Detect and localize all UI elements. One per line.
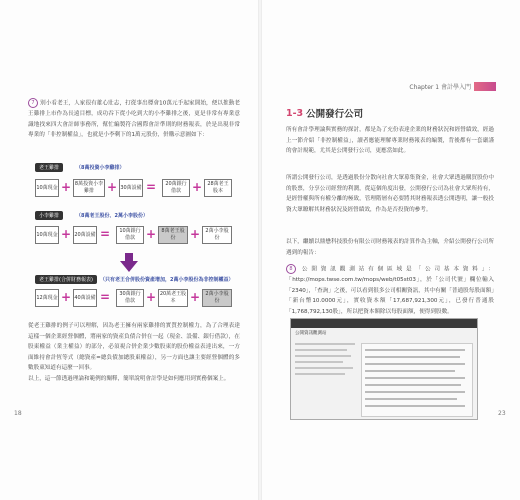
row1-box-3: 30萬設備 [119,179,143,197]
row3-box-4: 20萬老王股本 [158,289,188,307]
plus-icon: + [146,227,157,241]
row2-box-4: 8萬老王股份 [158,226,188,244]
row2-badge: 小李雞排 [35,211,63,220]
equals-icon: = [146,180,157,194]
right-paragraph-1: 所有會計學理論與實務的探討，都是為了充份表達企業的財務狀況和經營績效，經過上一節介紹「非控制權益」，讀者應能理解專業財務報表的編製，背後都有一套嚴謹的會計規範，尤其是公開發行公司，更應當如此。 [286,127,494,154]
left-page [0,0,258,500]
row2-box-3: 10萬銀行借款 [116,226,144,244]
row3-box-1: 12萬現金 [35,289,59,307]
row1-note: （8萬投資小李雞排） [76,165,125,171]
left-page-number: 18 [14,410,22,417]
plus-icon: + [61,290,72,304]
plus-icon: + [61,180,72,194]
screenshot-data-table [361,343,473,417]
row3-box-5: 2萬小李股份 [202,289,232,307]
chapter-header [409,82,496,91]
website-screenshot [290,318,478,420]
row3-box-3: 30萬銀行借款 [116,289,144,307]
row1-box-5: 28萬老王股本 [204,179,232,197]
plus-icon: + [61,227,72,241]
step-number-badge: 8 [286,264,296,274]
screenshot-header-bar [291,319,477,328]
row3-badge: 老王雞排(合併財務報表) [35,275,97,284]
row2-box-1: 10萬現金 [35,226,59,244]
row1-box-4: 20萬銀行借款 [162,179,190,197]
left-paragraph-1: 7 別小看老王，人家很有雄心壯志，打從事出標會10萬元手起家開始，便以推動老王雞排上市作為長遠目標，成功吞下從小吃到大的小李雞排之後，更是非常有專業意識地找來四大會計師事務所，幫忙編製符合國際會計準則的財務報表，於是出現非常專業的「非控制權益」，也就是小李剩下的1萬元股份，併購示意圖如下： [28,100,240,138]
row2-note: （8萬老王股份、2萬小李股份） [76,213,148,219]
screenshot-site-title: 公開資訊觀測站 [295,331,327,336]
row1-box-2: 8萬投資小李雞排 [73,179,105,197]
plus-icon: + [107,180,118,194]
row3-box-2: 40萬設備 [73,289,97,307]
row1-box-1: 10萬現金 [35,179,59,197]
plus-icon: + [146,290,157,304]
section-title: 公開發行公司 [306,109,364,120]
row2-box-2: 20萬設備 [73,226,97,244]
equals-icon: = [100,290,111,304]
section-heading [286,106,363,120]
down-arrow-icon [120,261,138,272]
section-number: 1-3 [286,107,304,119]
chapter-color-bar [474,82,496,91]
row2-box-5: 2萬小李股份 [202,226,232,244]
plus-icon: + [190,227,201,241]
right-page-number: 23 [498,410,506,417]
row1-badge: 老王雞排 [35,163,63,172]
left-paragraph-2: 從老王雞排的例子可以理解，因為老王擁有兩家雞排的實質控制權力，為了合理表達這樣一個企業經營個體，將兩家的資產負債合併在一起（現金、設備、銀行借款），在股東權益（業主權益）的部分，必須視合併企業少數股東的股份權益表達出來，一方面維持會計恆等式（總資產=總負債加總股東權益），另一方面也讓主要經營個體的多數股東知道有這麼一回事。 [28,323,240,371]
right-paragraph-2: 所謂公開發行公司，是透過股份分散向社會大眾募集資金，社會大眾透過購買股份中的股票，分享公司經營的利潤，從這個角度出發，公開發行公司為社會大眾所持有，是經營權與所有權分離的極致，管理階層有必要將其財務報表透公開透明，讓一般投資大眾瞭解其財務狀況及經營績效，作為是否投資的參考。 [286,175,494,213]
left-paragraph-3: 以上，這一節透過理論和範例的闡釋，簡單說明會計學是如何應用到實務個案上。 [28,376,230,382]
chapter-label: Chapter 1 會計學入門 [409,84,471,91]
plus-icon: + [190,290,201,304]
right-paragraph-3: 以下，繼續以鼎懋科技股份有限公司財務報表的計算作為主軸，介紹公開發行公司所遇到的報告： [286,239,494,256]
step-number-badge: 7 [28,98,38,108]
equals-icon: = [100,227,111,241]
plus-icon: + [192,180,203,194]
row3-note: （只有老王合併股份資產增加，2萬小李股份為非控制權益） [100,277,234,283]
right-paragraph-4: 8 公開資訊觀測站有個區域是「公司基本資料」：「http://mops.twse.com.tw/mops/web/t05st03」，於「公司代號」欄位輸入「2340」，「查詢」之後，可以看到很多公司相關資訊，其中有關「普通股每股面額」「新台幣10.0000元」，實收資本額「17,687,921,300元」，已發行普通股「1,768,792,130股」，所以把資本額除以每股面額，便得到股數。 [286,266,494,315]
